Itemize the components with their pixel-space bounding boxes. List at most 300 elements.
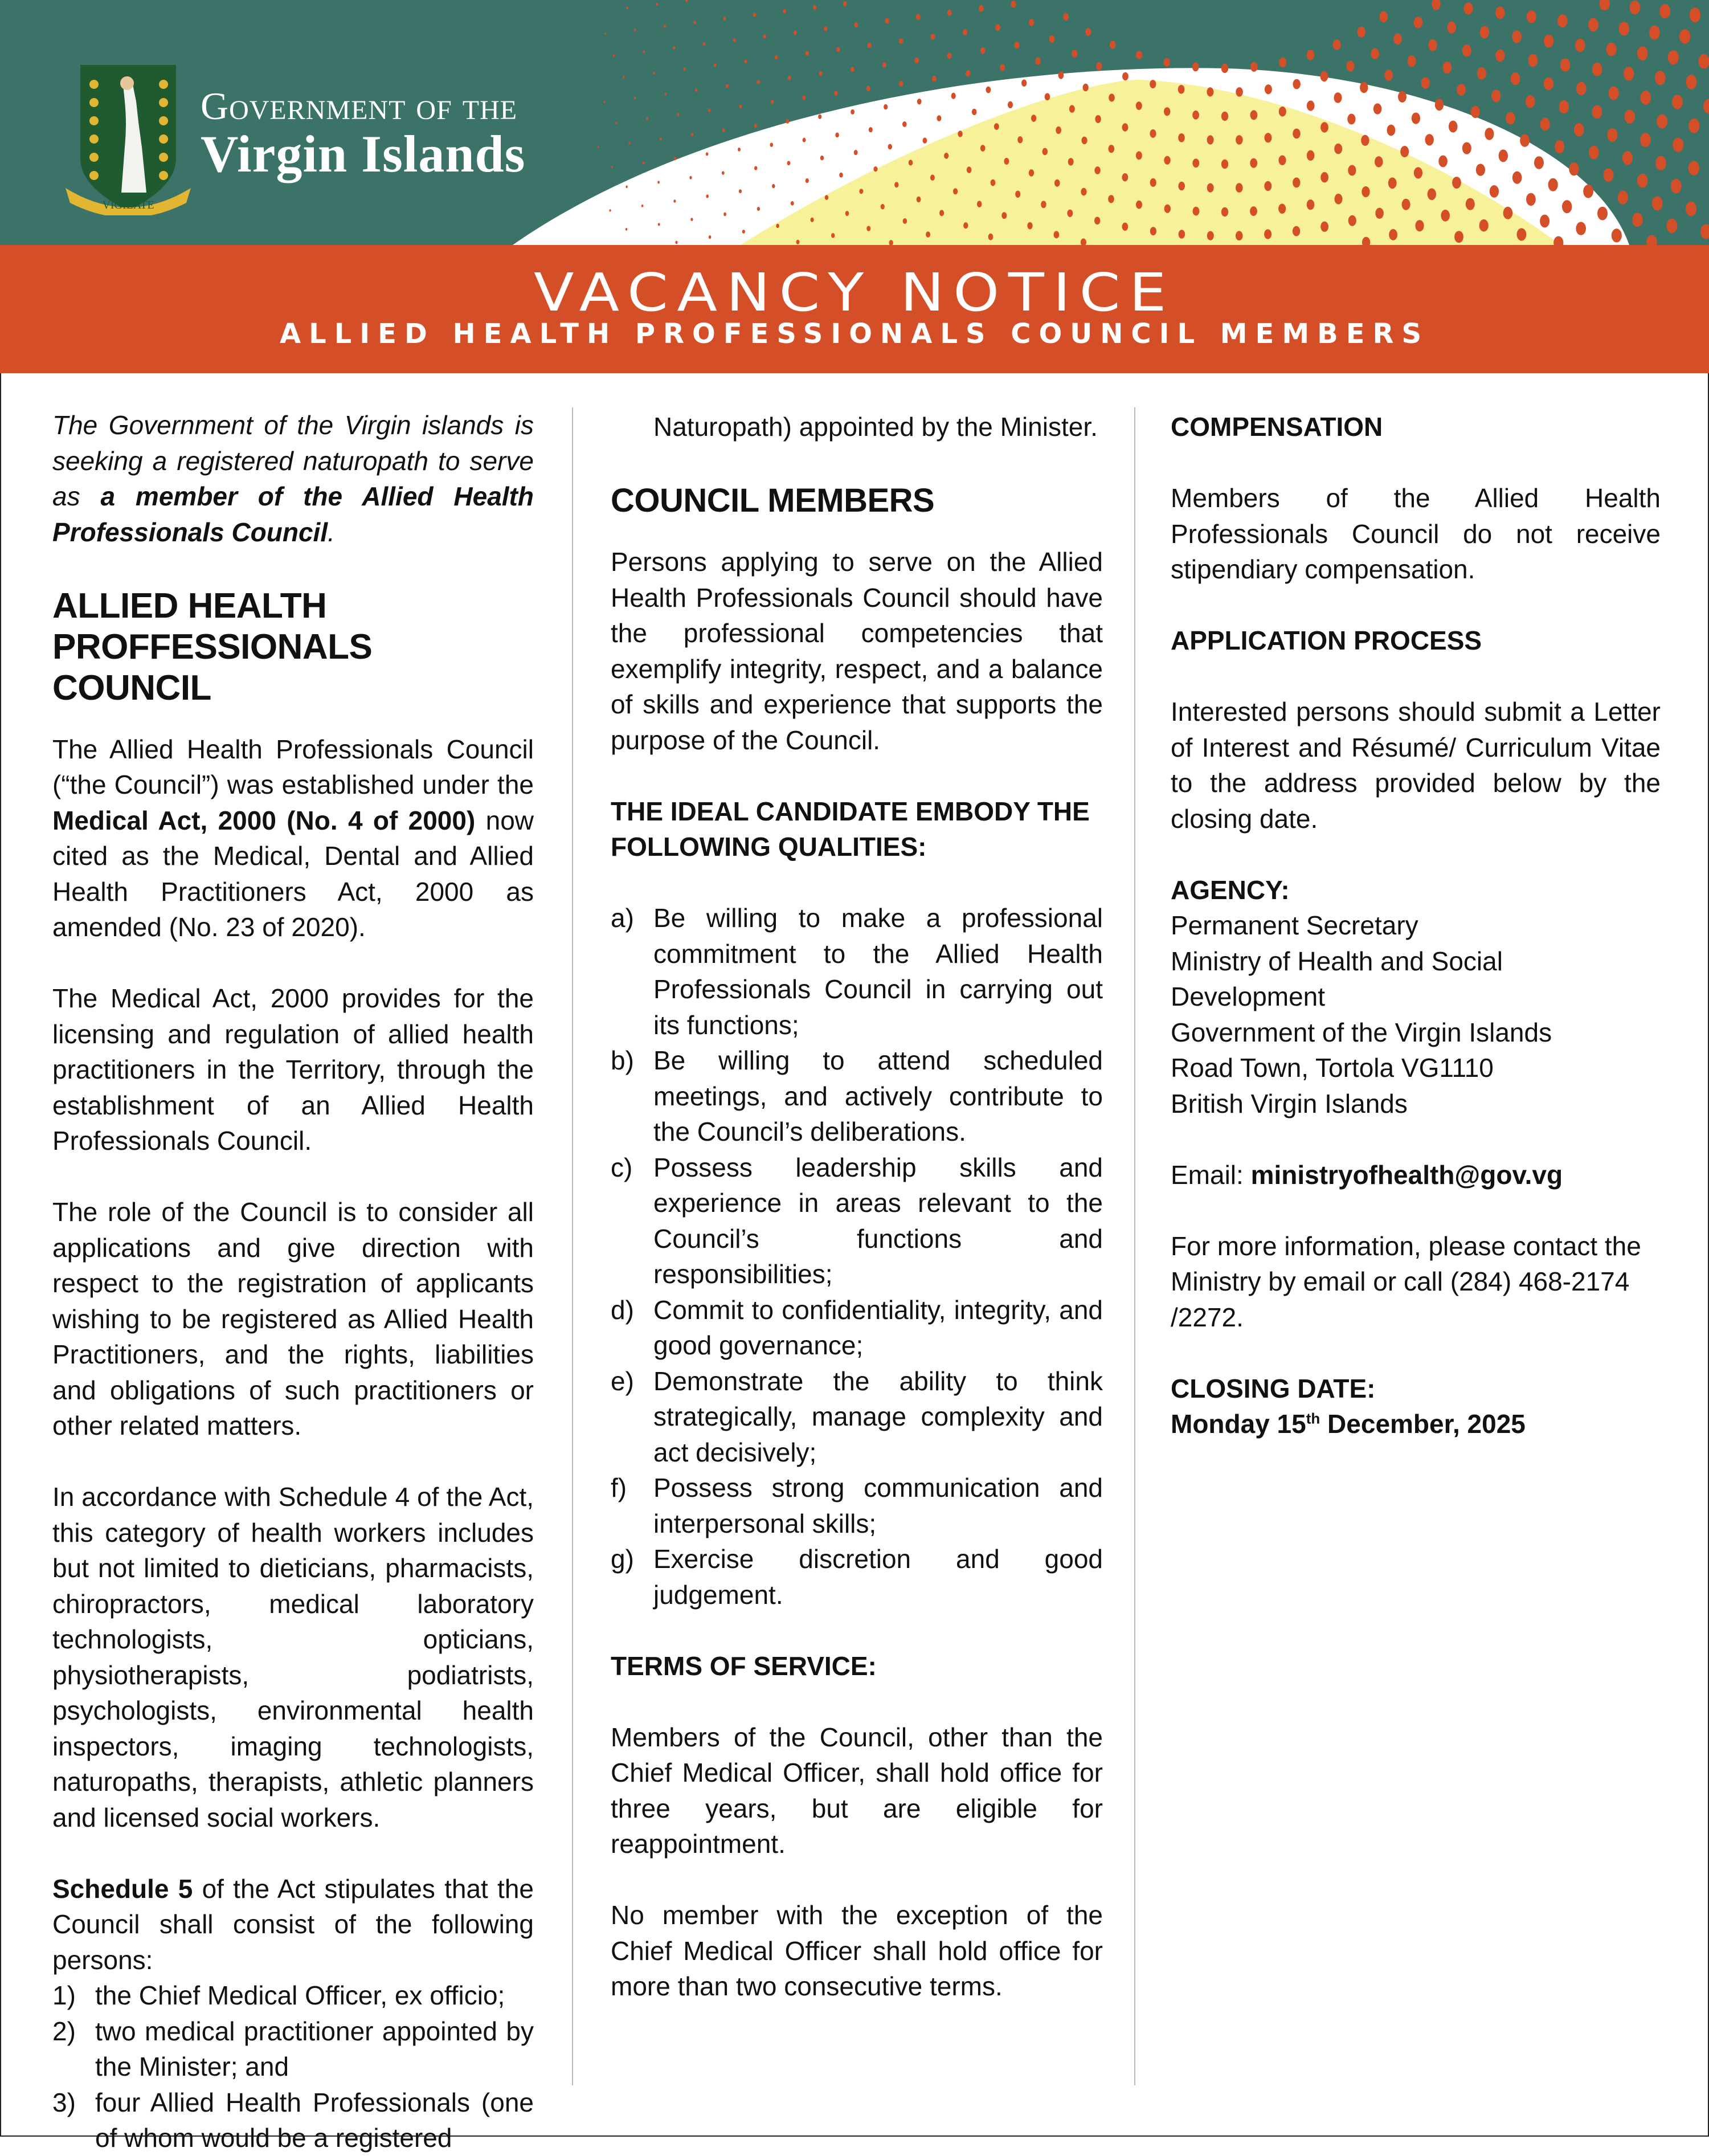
halftone-dot xyxy=(1192,158,1199,168)
council-heading: ALLIED HEALTH PROFFESSIONALS COUNCIL xyxy=(52,586,534,709)
establishment-paragraph: The Allied Health Professionals Council (“the Council”) was established under the Medical Act, 2000 (No. 4 of 2000) now cited as the Medical, Dental and Allied Health Practitioners Act, 2000 as amended (No. 23 of 2020). xyxy=(52,732,534,945)
halftone-dot xyxy=(1438,156,1448,168)
halftone-dot xyxy=(754,166,757,170)
halftone-dot xyxy=(1655,71,1666,85)
email-link[interactable]: ministryofhealth@gov.vg xyxy=(1251,1160,1563,1190)
halftone-dot xyxy=(1540,215,1549,228)
halftone-dot xyxy=(689,176,692,179)
halftone-dot xyxy=(1454,231,1463,243)
halftone-dot xyxy=(1358,27,1365,38)
halftone-dot xyxy=(1384,70,1393,81)
halftone-dot xyxy=(1063,13,1069,21)
halftone-dot xyxy=(634,28,636,31)
column-divider-1 xyxy=(572,407,573,2085)
halftone-dot xyxy=(1221,64,1228,73)
quality-item xyxy=(611,1043,1103,1150)
halftone-dot xyxy=(656,3,658,6)
halftone-dot xyxy=(831,233,835,238)
coat-of-arms-icon xyxy=(60,62,197,215)
halftone-dot xyxy=(1699,54,1709,69)
government-title xyxy=(201,85,525,181)
halftone-dot xyxy=(1085,28,1091,36)
halftone-dot xyxy=(885,18,889,24)
halftone-dot xyxy=(1221,160,1228,169)
title-band xyxy=(0,245,1709,373)
quality-item xyxy=(611,1541,1103,1612)
halftone-dot xyxy=(1320,172,1328,182)
halftone-dot xyxy=(806,178,809,183)
halftone-dot xyxy=(1056,126,1061,134)
council-member-item xyxy=(52,1978,534,2014)
halftone-dot xyxy=(845,211,849,216)
halftone-dot xyxy=(1250,110,1258,120)
halftone-dot xyxy=(937,115,941,121)
halftone-dot xyxy=(1042,148,1048,156)
right-column xyxy=(1171,409,1661,1442)
halftone-dot xyxy=(757,80,759,84)
list-text: Be willing to make a professional commitment to the Allied Health Professionals Council in carrying out its functions; xyxy=(653,903,1103,1040)
halftone-dot xyxy=(1700,224,1709,239)
halftone-dot xyxy=(1512,172,1522,184)
agency-line: Permanent Secretary xyxy=(1171,908,1661,944)
intro-paragraph: The Government of the Virgin islands is seeking a registered naturopath to serve as a member of the Allied Health Professionals Council. xyxy=(52,407,534,550)
halftone-dot xyxy=(1072,50,1077,58)
halftone-dot xyxy=(1264,181,1271,191)
quality-item xyxy=(611,900,1103,1043)
halftone-dot xyxy=(995,24,1000,31)
halftone-dot xyxy=(1618,191,1628,205)
compensation-text: Members of the Allied Health Professionals Council do not receive stipendiary compensation. xyxy=(1171,480,1661,587)
halftone-dot xyxy=(1520,134,1530,147)
halftone-dot xyxy=(1534,156,1544,169)
halftone-dot xyxy=(843,1,847,6)
halftone-dot xyxy=(703,43,706,46)
halftone-dot xyxy=(953,188,958,194)
halftone-dot xyxy=(1574,123,1584,136)
halftone-dot xyxy=(598,146,599,148)
halftone-dot xyxy=(1398,91,1407,103)
halftone-dot xyxy=(723,213,726,217)
halftone-dot xyxy=(1462,142,1471,154)
halftone-dot xyxy=(939,210,944,216)
halftone-dot xyxy=(1688,119,1699,133)
halftone-dot xyxy=(658,223,660,226)
halftone-dot xyxy=(1029,19,1034,26)
list-text: Exercise discretion and good judgement. xyxy=(653,1544,1103,1610)
halftone-dot xyxy=(834,91,838,96)
member-3-continued: Naturopath) appointed by the Minister. xyxy=(611,409,1103,445)
council-composition-list xyxy=(52,1978,534,2156)
agency-line: Government of the Virgin Islands xyxy=(1171,1015,1661,1051)
quality-item xyxy=(611,1363,1103,1471)
halftone-dot xyxy=(820,156,824,160)
halftone-dot xyxy=(963,29,967,35)
halftone-dot xyxy=(611,166,613,168)
middle-column xyxy=(611,409,1103,2004)
halftone-dot xyxy=(1652,196,1663,210)
list-marker: 3) xyxy=(52,2085,76,2121)
halftone-dot xyxy=(1604,168,1614,182)
halftone-dot xyxy=(1703,99,1709,114)
qualities-heading: THE IDEAL CANDIDATE EMBODY THE FOLLOWING QUALITIES: xyxy=(611,794,1103,865)
halftone-dot xyxy=(1583,185,1593,198)
halftone-dot xyxy=(625,186,627,189)
halftone-dot xyxy=(825,195,828,200)
halftone-dot xyxy=(646,117,648,120)
halftone-dot xyxy=(1457,84,1466,96)
application-heading: APPLICATION PROCESS xyxy=(1171,623,1661,659)
halftone-dot xyxy=(1555,140,1564,153)
halftone-dot xyxy=(623,76,624,79)
halftone-dot xyxy=(1673,138,1683,152)
list-marker: c) xyxy=(611,1150,632,1186)
halftone-dot xyxy=(1150,80,1156,88)
halftone-dot xyxy=(1485,128,1494,140)
halftone-dot xyxy=(1452,177,1461,189)
council-members-paragraph: Persons applying to serve on the Allied Health Professionals Council should have the professional competencies that exemplify integrity, respect, and a balance of skills and experience that supports the purpose of the Council. xyxy=(611,544,1103,758)
halftone-dot xyxy=(1544,77,1553,91)
halftone-dot xyxy=(660,137,662,140)
halftone-dot xyxy=(776,224,779,228)
halftone-dot xyxy=(763,34,766,38)
halftone-dot xyxy=(1528,54,1538,67)
halftone-dot xyxy=(1428,39,1437,51)
halftone-dot xyxy=(1250,62,1258,72)
halftone-dot xyxy=(1575,39,1585,52)
halftone-dot xyxy=(1655,156,1666,170)
halftone-dot xyxy=(1449,121,1458,133)
halftone-dot xyxy=(1320,122,1328,132)
council-member-item xyxy=(52,2014,534,2085)
halftone-dot xyxy=(1307,101,1315,111)
list-marker: 2) xyxy=(52,2014,76,2049)
halftone-dot xyxy=(742,230,745,234)
halftone-dot xyxy=(811,218,814,222)
terms-paragraph-1: Members of the Council, other than the Chief Medical Officer, shall hold office for three years, but are eligible for reappointment. xyxy=(611,1720,1103,1862)
halftone-dot xyxy=(1136,152,1142,160)
halftone-dot xyxy=(613,54,615,56)
halftone-dot xyxy=(1389,229,1397,240)
halftone-dot xyxy=(1597,207,1608,220)
halftone-dot xyxy=(1250,158,1257,168)
halftone-dot xyxy=(802,95,806,100)
halftone-dot xyxy=(1346,61,1354,72)
halftone-dot xyxy=(1612,228,1622,242)
halftone-dot xyxy=(1178,133,1185,142)
halftone-dot xyxy=(1380,11,1388,23)
halftone-dot xyxy=(1414,167,1422,178)
halftone-dot xyxy=(1506,112,1515,125)
halftone-dot xyxy=(674,157,676,160)
qualities-list xyxy=(611,900,1103,1612)
halftone-dot xyxy=(1414,17,1422,28)
email-line: Email: ministryofhealth@gov.vg xyxy=(1171,1157,1661,1193)
halftone-dot xyxy=(1476,164,1485,175)
halftone-dot xyxy=(944,153,948,159)
halftone-dot xyxy=(1560,58,1570,71)
halftone-dot xyxy=(1640,133,1651,147)
halftone-dot xyxy=(1011,1,1016,7)
halftone-dot xyxy=(1192,111,1199,120)
halftone-dot xyxy=(958,130,962,137)
agency-address xyxy=(1171,908,1661,1121)
halftone-dot xyxy=(1136,201,1142,209)
halftone-dot xyxy=(1083,84,1089,92)
halftone-dot xyxy=(1360,82,1368,93)
halftone-dot xyxy=(1207,135,1214,144)
halftone-dot xyxy=(1387,125,1396,136)
halftone-dot xyxy=(1688,161,1699,175)
halftone-dot xyxy=(1491,89,1501,102)
halftone-dot xyxy=(1094,166,1100,174)
halftone-dot xyxy=(1178,182,1185,191)
halftone-dot xyxy=(664,24,666,27)
halftone-dot xyxy=(824,26,827,31)
halftone-dot xyxy=(1526,95,1535,108)
halftone-dot xyxy=(1150,178,1156,187)
halftone-dot xyxy=(1517,228,1527,240)
halftone-dot xyxy=(1432,0,1440,10)
halftone-dot xyxy=(884,104,888,110)
halftone-dot xyxy=(753,13,756,17)
halftone-dot xyxy=(1001,212,1007,219)
halftone-dot xyxy=(1094,217,1100,224)
list-marker: 1) xyxy=(52,1978,76,2014)
halftone-dot xyxy=(1373,103,1382,114)
halftone-dot xyxy=(1462,44,1471,56)
halftone-dot xyxy=(899,81,903,87)
halftone-dot xyxy=(1122,72,1129,80)
halftone-dot xyxy=(1021,80,1027,87)
halftone-dot xyxy=(1279,107,1286,117)
halftone-dot xyxy=(695,88,697,92)
halftone-dot xyxy=(1666,219,1677,233)
agency-line: Development xyxy=(1171,979,1661,1015)
quality-item xyxy=(611,1292,1103,1363)
halftone-dot xyxy=(930,174,935,181)
medical-act-paragraph: The Medical Act, 2000 provides for the licensing and regulation of allied health practitioners in the Territory, through the establishment of an Allied Health Professionals Council. xyxy=(52,981,534,1159)
halftone-dot xyxy=(1054,231,1060,238)
halftone-dot xyxy=(738,148,741,152)
halftone-dot xyxy=(1686,75,1696,89)
council-member-item xyxy=(52,2085,534,2156)
halftone-dot xyxy=(1630,1,1640,15)
halftone-dot xyxy=(1415,220,1424,231)
halftone-dot xyxy=(1600,0,1610,10)
list-text: four Allied Health Professionals (one of whom would be a registered xyxy=(95,2088,534,2153)
halftone-dot xyxy=(994,123,999,130)
halftone-dot xyxy=(788,76,791,80)
halftone-dot xyxy=(1333,39,1341,50)
halftone-dot xyxy=(744,59,747,63)
halftone-dot xyxy=(634,97,636,100)
halftone-dot xyxy=(1576,222,1586,235)
halftone-dot xyxy=(888,144,892,150)
halftone-dot xyxy=(1004,158,1009,165)
halftone-dot xyxy=(926,231,930,238)
halftone-dot xyxy=(1527,10,1536,23)
halftone-dot xyxy=(1334,144,1342,154)
halftone-dot xyxy=(1049,35,1055,43)
halftone-dot xyxy=(947,10,952,16)
halftone-dot xyxy=(1069,105,1075,112)
halftone-dot xyxy=(1657,115,1667,129)
halftone-dot xyxy=(1236,183,1243,193)
agency-heading: AGENCY: xyxy=(1171,872,1661,908)
halftone-dot xyxy=(1122,223,1129,231)
closing-date-heading: CLOSING DATE: xyxy=(1171,1371,1661,1407)
halftone-dot xyxy=(684,68,686,71)
halftone-dot xyxy=(1334,92,1342,103)
halftone-dot xyxy=(714,64,717,67)
halftone-dot xyxy=(1041,201,1046,208)
halftone-dot xyxy=(1265,84,1272,94)
column-divider-2 xyxy=(1134,407,1135,2085)
halftone-dot xyxy=(643,162,645,165)
halftone-dot xyxy=(882,62,886,68)
halftone-dot xyxy=(628,142,630,145)
halftone-dot xyxy=(1479,219,1489,232)
halftone-dot xyxy=(1058,72,1064,79)
halftone-dot xyxy=(966,70,970,76)
halftone-dot xyxy=(1606,43,1617,56)
halftone-dot xyxy=(1150,227,1156,235)
halftone-dot xyxy=(1221,207,1228,217)
halftone-dot xyxy=(1109,93,1115,101)
list-text: Possess strong communication and interpersonal skills; xyxy=(653,1473,1103,1538)
halftone-dot xyxy=(916,14,921,19)
halftone-dot xyxy=(673,46,675,50)
halftone-dot xyxy=(653,72,655,75)
halftone-dot xyxy=(739,104,742,108)
halftone-dot xyxy=(641,205,644,207)
notice-title: VACANCY NOTICE xyxy=(0,262,1709,323)
halftone-dot xyxy=(1179,230,1185,239)
halftone-dot xyxy=(709,235,712,239)
halftone-dot xyxy=(791,201,794,206)
halftone-dot xyxy=(980,47,986,54)
halftone-dot xyxy=(819,71,823,76)
halftone-dot xyxy=(930,34,935,40)
halftone-dot xyxy=(914,58,919,63)
halftone-dot xyxy=(1207,87,1213,96)
halftone-dot xyxy=(757,207,760,211)
halftone-dot xyxy=(1592,105,1602,119)
halftone-dot xyxy=(967,166,972,173)
halftone-dot xyxy=(903,218,907,224)
halftone-dot xyxy=(1668,50,1679,64)
halftone-dot xyxy=(1425,134,1434,145)
halftone-dot xyxy=(722,128,725,132)
halftone-dot xyxy=(1559,100,1569,113)
halftone-dot xyxy=(1017,136,1023,143)
list-text: Commit to confidentiality, integrity, and good governance; xyxy=(653,1295,1103,1361)
halftone-dot xyxy=(806,51,809,56)
halftone-dot xyxy=(1428,189,1436,201)
halftone-dot xyxy=(1388,177,1397,189)
halftone-dot xyxy=(1548,178,1558,191)
quality-item xyxy=(611,1150,1103,1292)
halftone-dot xyxy=(1045,93,1050,101)
halftone-dot xyxy=(754,124,757,128)
halftone-dot xyxy=(1095,115,1101,123)
halftone-dot xyxy=(1576,82,1587,95)
halftone-dot xyxy=(1265,133,1272,142)
halftone-dot xyxy=(1619,22,1629,35)
list-marker: d) xyxy=(611,1292,634,1328)
halftone-dot xyxy=(988,234,993,240)
halftone-dot xyxy=(951,93,956,99)
halftone-dot xyxy=(947,52,952,59)
halftone-dot xyxy=(1400,146,1409,157)
halftone-dot xyxy=(1250,206,1257,216)
halftone-dot xyxy=(1207,183,1214,193)
halftone-dot xyxy=(1164,205,1171,213)
halftone-dot xyxy=(1293,79,1301,89)
halftone-dot xyxy=(1672,95,1683,109)
halftone-dot xyxy=(733,38,736,42)
halftone-dot xyxy=(979,5,984,12)
halftone-dot xyxy=(1031,115,1036,122)
halftone-dot xyxy=(1035,58,1041,65)
halftone-dot xyxy=(664,92,667,95)
halftone-dot xyxy=(708,109,711,112)
compensation-heading: COMPENSATION xyxy=(1171,409,1661,445)
halftone-dot xyxy=(787,161,791,165)
halftone-dot xyxy=(726,84,729,88)
header-banner xyxy=(0,0,1709,245)
halftone-dot xyxy=(991,179,996,186)
halftone-dot xyxy=(835,133,839,138)
halftone-dot xyxy=(1014,42,1019,48)
halftone-dot xyxy=(854,22,858,27)
halftone-dot xyxy=(1686,202,1696,217)
halftone-dot xyxy=(1442,62,1452,74)
list-text: two medical practitioner appointed by the Minister; and xyxy=(95,2016,534,2082)
halftone-dot xyxy=(1362,186,1369,197)
halftone-dot xyxy=(1054,179,1060,187)
halftone-dot xyxy=(1264,229,1271,239)
halftone-dot xyxy=(1562,200,1572,213)
halftone-dot xyxy=(677,113,680,116)
halftone-dot xyxy=(1136,101,1142,110)
halftone-dot xyxy=(1511,72,1520,85)
council-role-paragraph: The role of the Council is to consider all applications and give direction with respect to the registration of applicants wishing to be registered as Allied Health Practitioners, and the rights, liabilities and obligations of such practitioners or other related matters. xyxy=(52,1194,534,1444)
halftone-dot xyxy=(854,150,858,155)
halftone-dot xyxy=(723,17,726,21)
halftone-dot xyxy=(722,171,725,174)
list-marker: e) xyxy=(611,1363,634,1399)
halftone-dot xyxy=(902,121,907,127)
halftone-dot xyxy=(1335,194,1343,205)
terms-heading: TERMS OF SERVICE: xyxy=(611,1648,1103,1684)
halftone-dot xyxy=(1307,50,1315,60)
list-text: Be willing to attend scheduled meetings, and actively contribute to the Council’s deliberations. xyxy=(653,1046,1103,1146)
terms-paragraph-2: No member with the exception of the Chief Medical Officer shall hold office for more than two consecutive terms. xyxy=(611,1897,1103,2004)
halftone-dot xyxy=(626,7,628,10)
halftone-dot xyxy=(1347,114,1355,125)
halftone-dot xyxy=(1150,129,1156,138)
halftone-dot xyxy=(1649,26,1660,40)
halftone-dot xyxy=(1015,191,1020,198)
halftone-dot xyxy=(690,218,693,221)
halftone-dot xyxy=(675,241,677,244)
halftone-dot xyxy=(610,209,611,211)
halftone-dot xyxy=(1178,85,1185,94)
halftone-dot xyxy=(836,47,840,52)
halftone-dot xyxy=(1027,222,1032,230)
halftone-dot xyxy=(1402,199,1410,210)
